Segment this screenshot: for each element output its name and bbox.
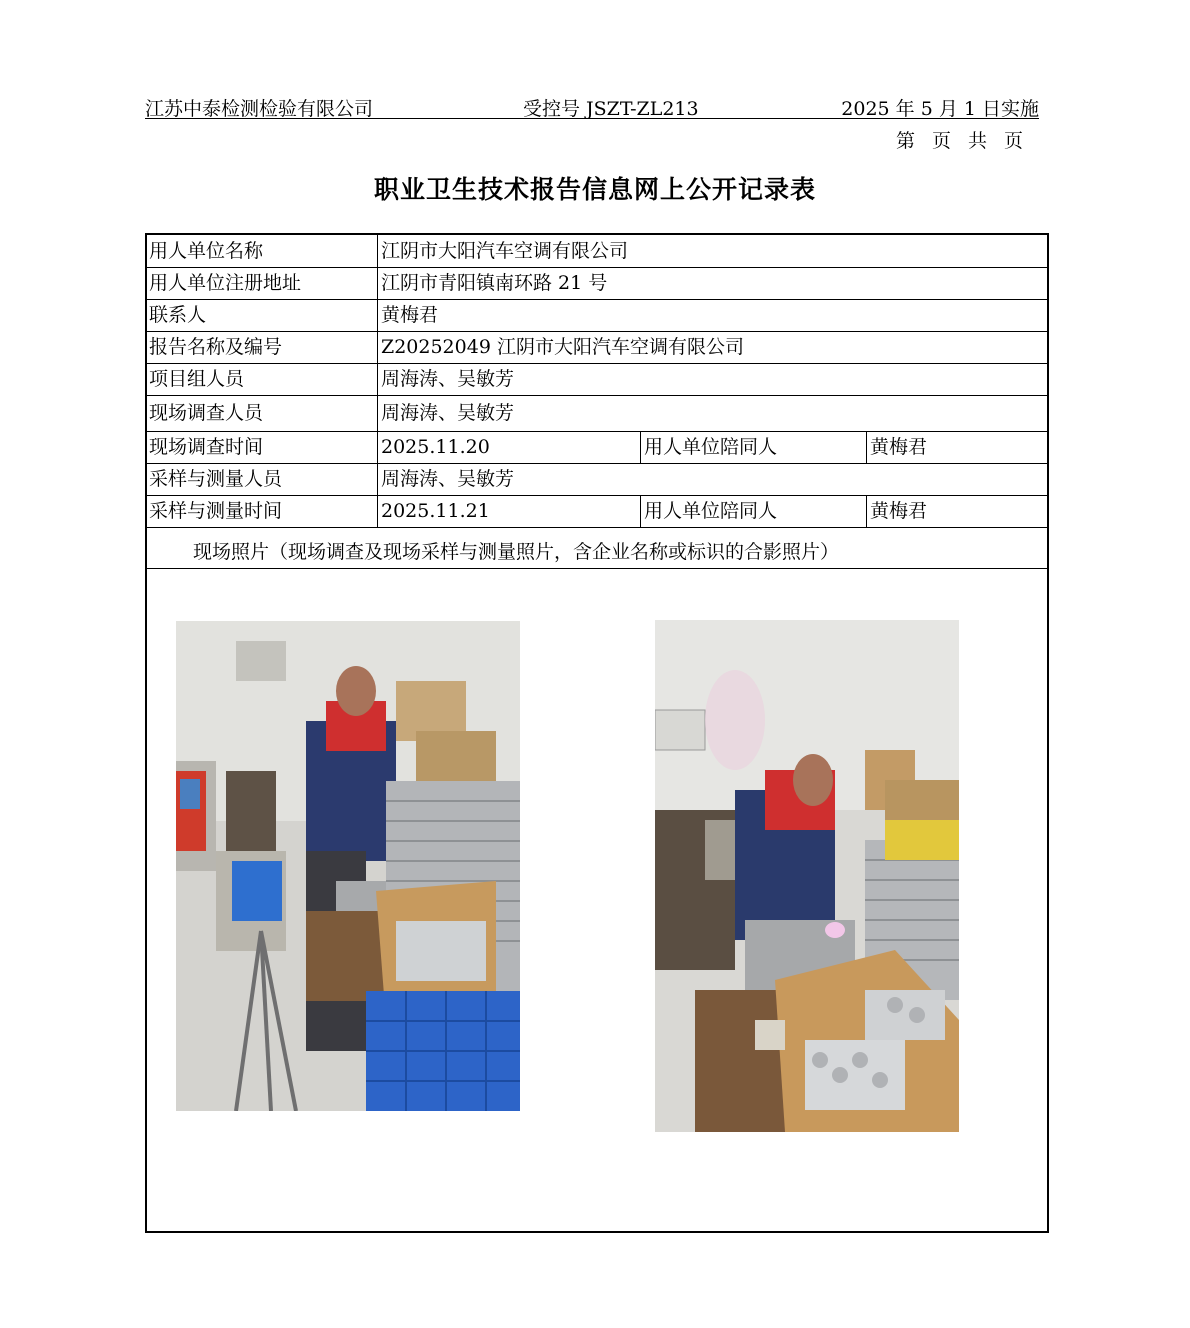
field-value: 黄梅君 <box>870 436 928 458</box>
field-label: 采样与测量时间 <box>147 496 378 527</box>
header-company: 江苏中泰检测检验有限公司 <box>145 98 374 120</box>
field-label: 报告名称及编号 <box>147 332 378 363</box>
field-label: 现场调查时间 <box>147 432 378 463</box>
table-row <box>147 300 1047 332</box>
field-label: 项目组人员 <box>147 364 378 395</box>
table-row <box>147 364 1047 396</box>
field-label: 用人单位名称 <box>147 235 378 267</box>
field-value: 周海涛、吴敏芳 <box>381 368 515 390</box>
field-value: 周海涛、吴敏芳 <box>381 402 515 424</box>
site-photo-1 <box>176 621 520 1111</box>
record-table <box>145 233 1049 1233</box>
field-label: 用人单位陪同人 <box>641 432 867 463</box>
table-row <box>147 432 1047 464</box>
table-row <box>147 396 1047 432</box>
field-value: 黄梅君 <box>870 500 928 522</box>
site-photo-2 <box>655 620 959 1132</box>
field-label: 用人单位陪同人 <box>641 496 867 527</box>
header-control-number: 受控号 JSZT-ZL213 <box>523 98 699 120</box>
field-value: 江阴市青阳镇南环路 21 号 <box>381 272 608 294</box>
page-title: 职业卫生技术报告信息网上公开记录表 <box>373 175 816 204</box>
table-row <box>147 268 1047 300</box>
photo-caption: 现场照片（现场调查及现场采样与测量照片，含企业名称或标识的合影照片） <box>193 541 840 563</box>
field-value: 黄梅君 <box>381 304 439 326</box>
field-value: 江阴市大阳汽车空调有限公司 <box>381 239 629 262</box>
field-value: 2025.11.20 <box>378 432 641 463</box>
field-value: 2025.11.21 <box>378 496 641 527</box>
header-effective-date: 2025 年 5 月 1 日实施 <box>841 98 1039 120</box>
table-row <box>147 496 1047 528</box>
table-row <box>147 464 1047 496</box>
field-value: 周海涛、吴敏芳 <box>381 468 515 490</box>
table-row <box>147 332 1047 364</box>
table-row <box>147 235 1047 268</box>
photo-caption-row <box>147 528 1047 569</box>
field-label: 用人单位注册地址 <box>147 268 378 299</box>
field-label: 现场调查人员 <box>147 396 378 431</box>
document-header <box>145 94 1039 119</box>
page-number-info: 第页共页 <box>895 130 1040 152</box>
field-value: Z20252049 江阴市大阳汽车空调有限公司 <box>381 336 744 358</box>
field-label: 联系人 <box>147 300 378 331</box>
field-label: 采样与测量人员 <box>147 464 378 495</box>
